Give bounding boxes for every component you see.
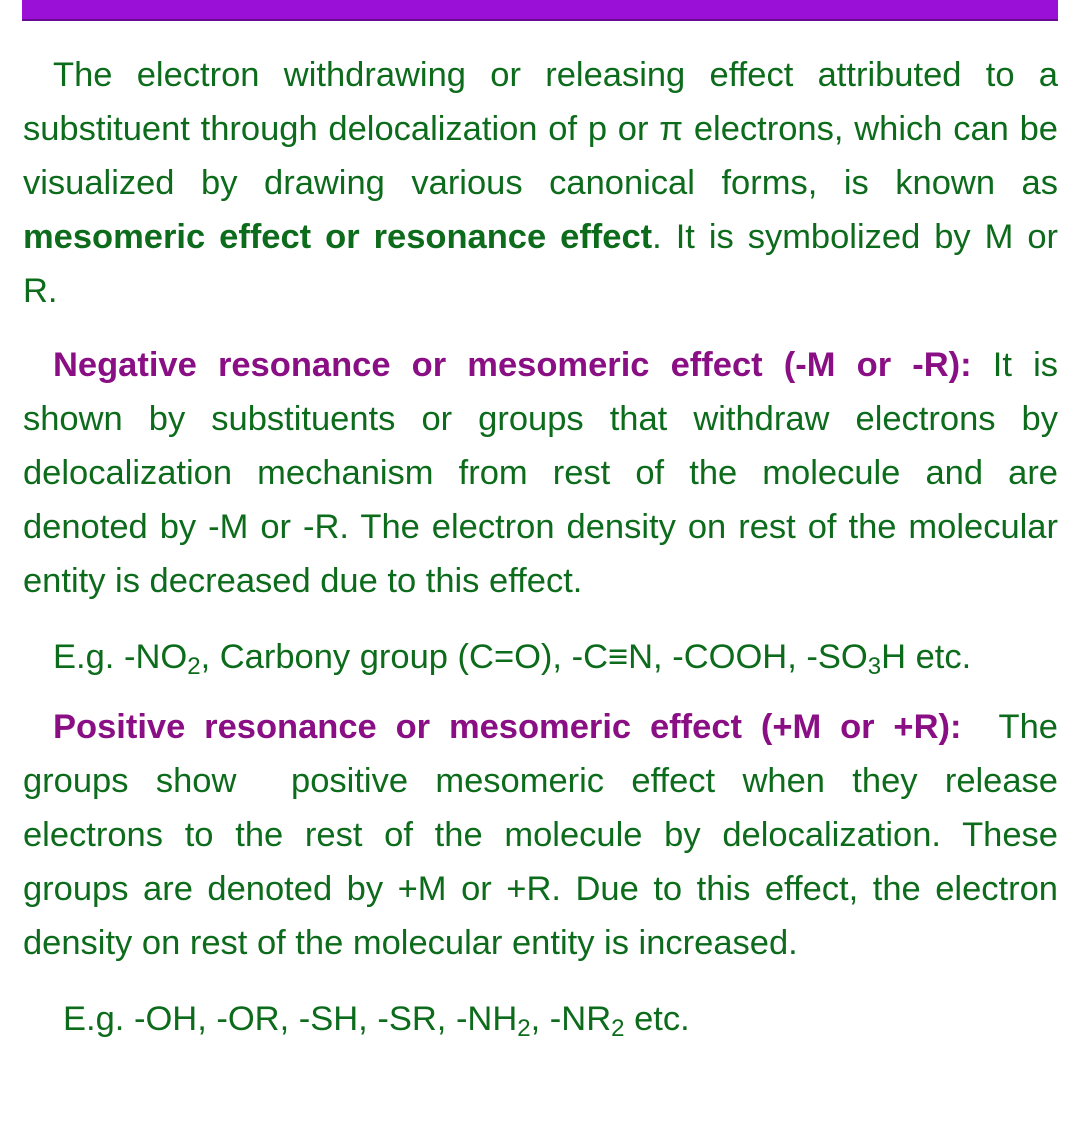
- subscript: 2: [187, 653, 201, 680]
- top-banner-bar: [22, 0, 1058, 21]
- intro-paragraph: [23, 48, 1058, 318]
- positive-effect-text: The groups show positive mesomeric effect when they release electrons to the rest of the molecule by delocalization. These groups are denoted by +M or +R. Due to this effect, the electron density on rest of the molecular entity is increased.: [23, 708, 1068, 962]
- example-text: E.g. -NO: [53, 638, 188, 676]
- negative-effect-paragraph: [23, 338, 1058, 608]
- negative-effect-heading: Negative resonance or mesomeric effect (-M or -R):: [53, 346, 972, 384]
- subscript: 2: [611, 1015, 625, 1042]
- example-text: , -NR: [530, 1000, 612, 1038]
- positive-effect-heading: Positive resonance or mesomeric effect (+M or +R):: [53, 708, 962, 746]
- positive-effect-paragraph: [23, 700, 1068, 970]
- negative-effect-text: It is shown by substituents or groups that withdraw electrons by delocalization mechanism from rest of the molecule and are denoted by -M or -R. The electron density on rest of the molecular entity is decreased due to this effect.: [23, 346, 1058, 600]
- negative-examples: [23, 630, 1058, 684]
- document-body: [23, 48, 1068, 1046]
- key-term: mesomeric effect or resonance effect: [23, 218, 653, 256]
- subscript: 2: [517, 1015, 531, 1042]
- example-text: E.g. -OH, -OR, -SH, -SR, -NH: [63, 1000, 518, 1038]
- example-text: H etc.: [881, 638, 972, 676]
- intro-text-before: The electron withdrawing or releasing effect attributed to a substituent through delocalization of p or π electrons, which can be visualized by drawing various canonical forms, is known as: [23, 56, 1058, 202]
- example-text: , Carbony group (C=O), -C≡N, -COOH, -SO: [200, 638, 868, 676]
- subscript: 3: [867, 653, 882, 680]
- positive-examples: [23, 992, 1058, 1046]
- intro-text-after: . It is symbolized by M or R.: [23, 218, 1058, 310]
- example-text: etc.: [624, 1000, 690, 1038]
